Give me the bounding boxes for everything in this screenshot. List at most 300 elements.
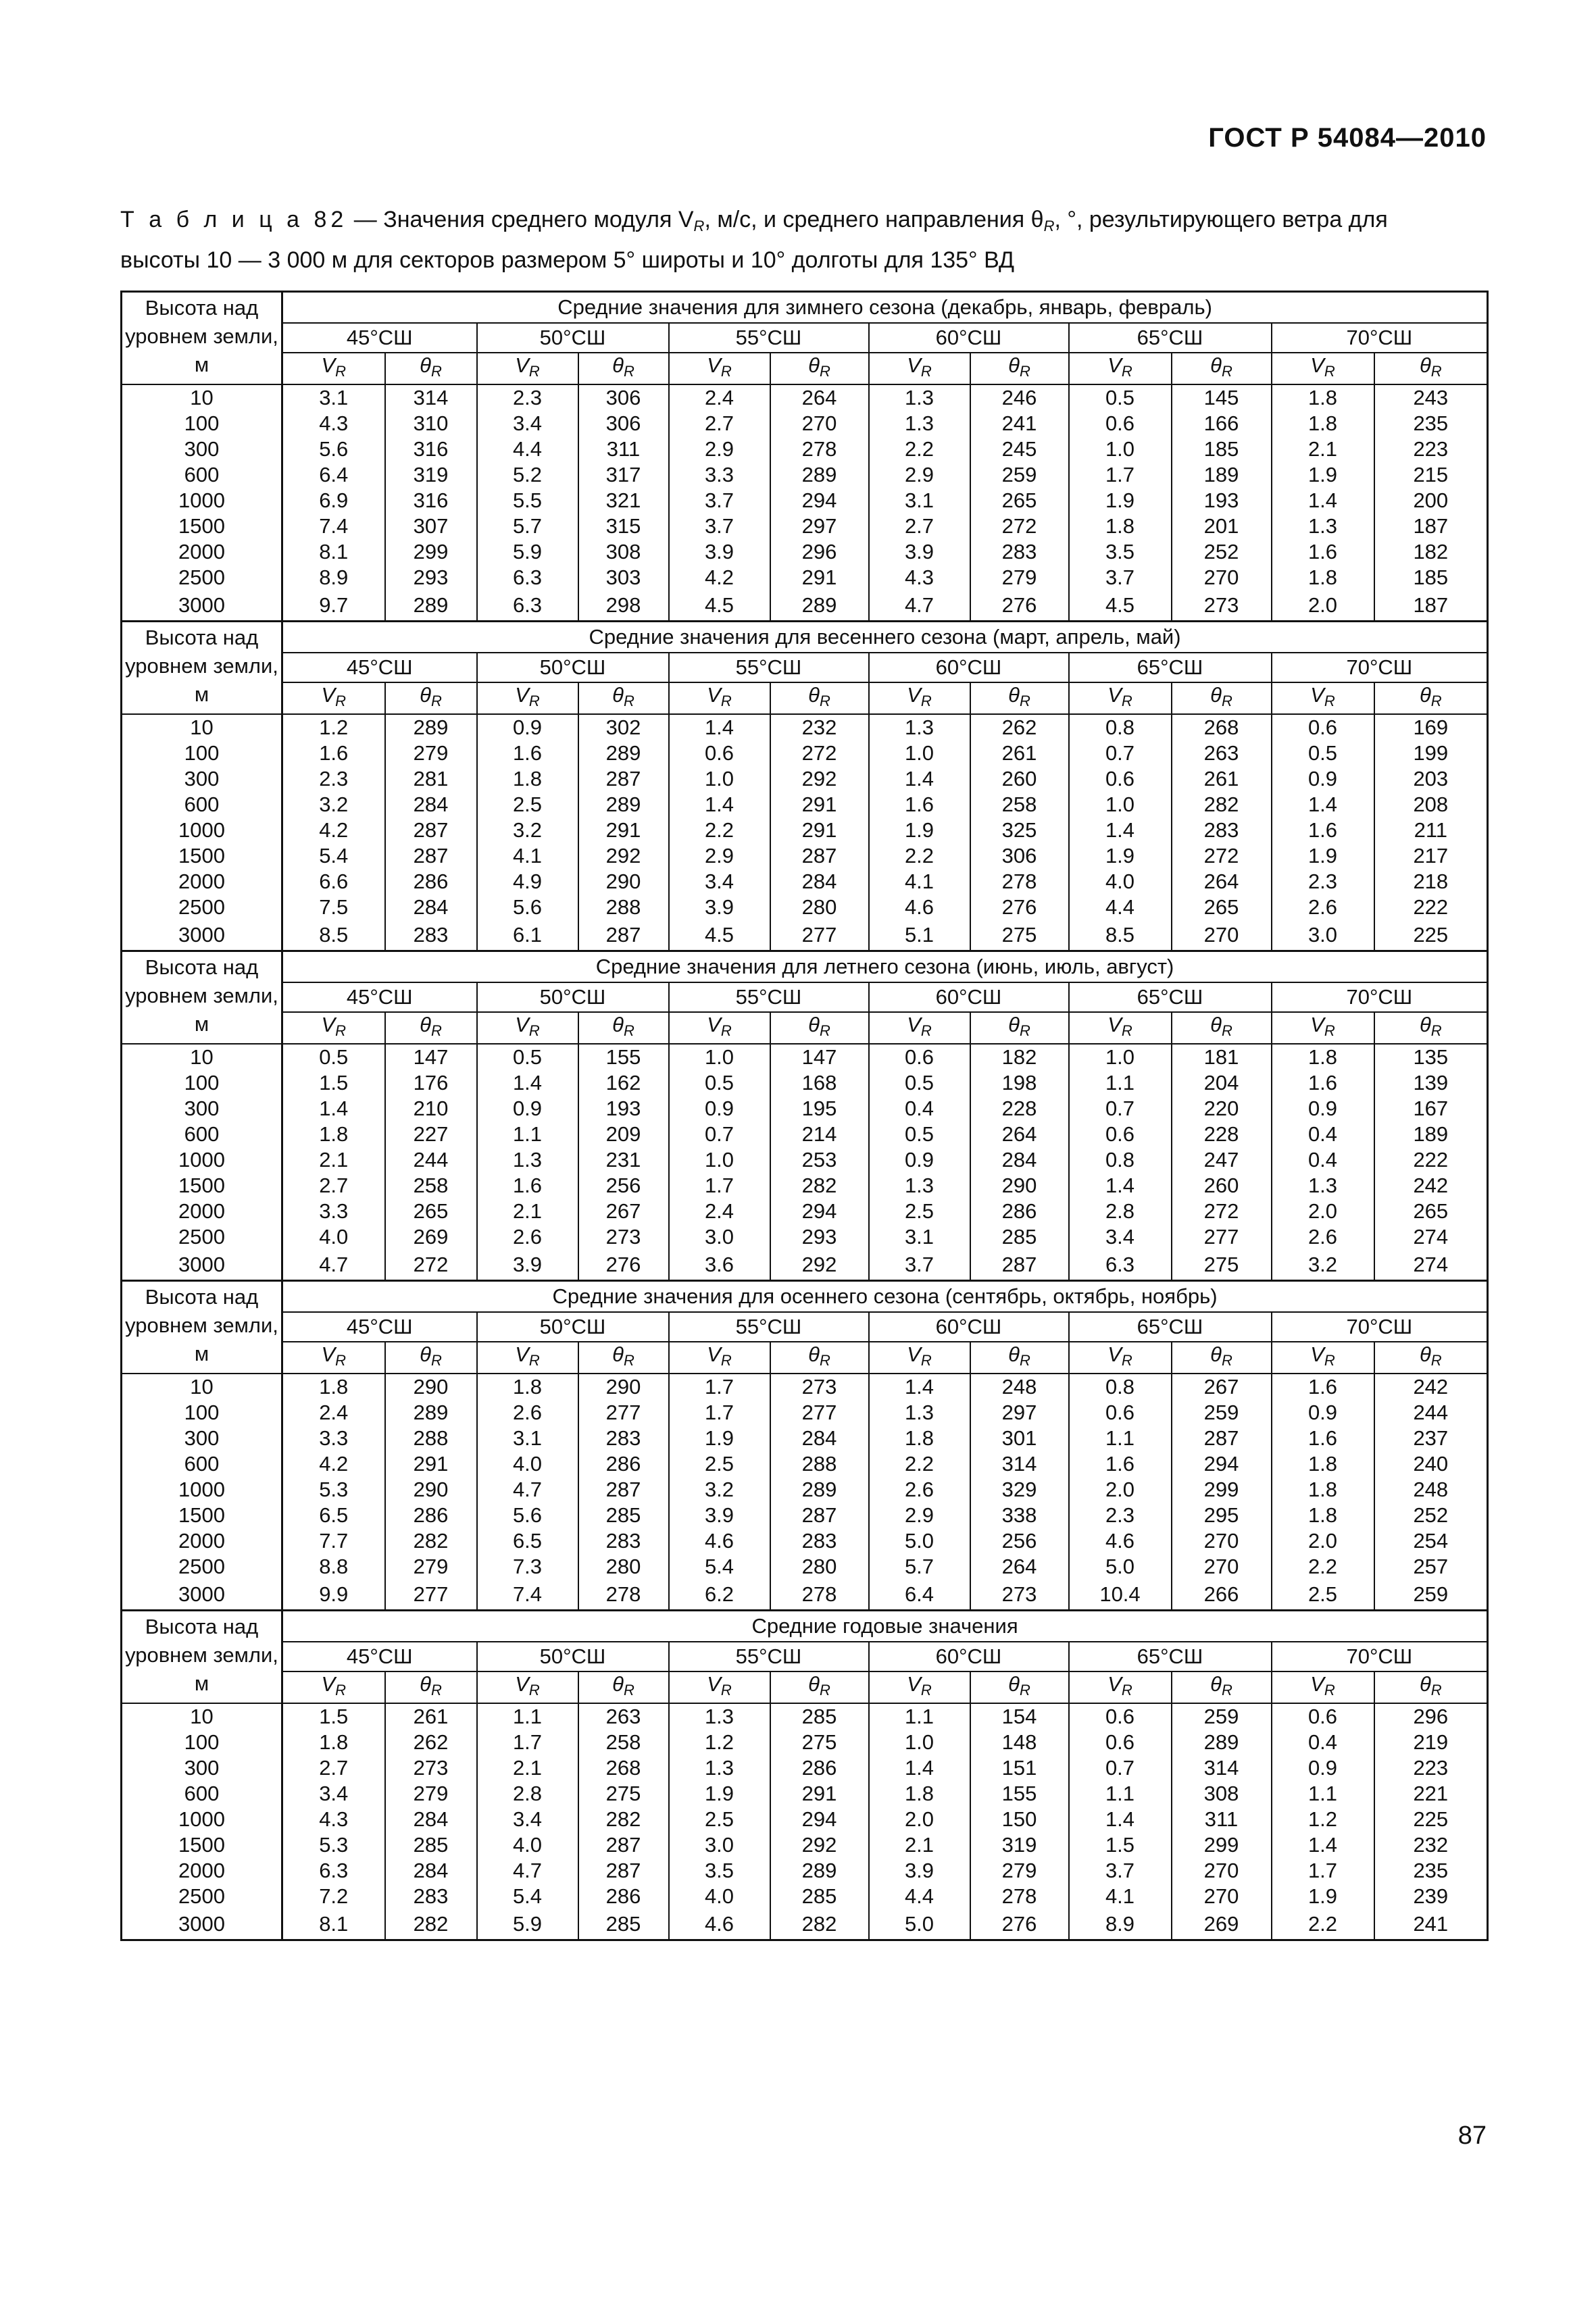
speed-cell: 1.2 [669, 1730, 770, 1755]
speed-cell: 6.3 [477, 590, 578, 622]
speed-cell: 2.4 [669, 384, 770, 411]
var-symbol: θ [1008, 683, 1020, 707]
direction-cell: 311 [1172, 1807, 1272, 1832]
speed-cell: 2.6 [1272, 895, 1374, 920]
season-block [122, 951, 1488, 1281]
direction-cell: 287 [1172, 1426, 1272, 1451]
speed-var-header [477, 682, 578, 714]
speed-cell: 1.9 [1069, 488, 1172, 513]
speed-cell: 1.6 [1272, 818, 1374, 843]
speed-cell: 1.4 [477, 1070, 578, 1096]
direction-cell: 284 [385, 792, 477, 818]
var-symbol: θ [808, 1013, 820, 1036]
direction-cell: 246 [970, 384, 1069, 411]
direction-cell: 267 [1172, 1374, 1272, 1400]
speed-cell: 0.5 [1272, 740, 1374, 766]
speed-cell: 1.0 [1069, 1044, 1172, 1070]
speed-cell: 4.3 [869, 565, 970, 590]
speed-cell: 0.5 [477, 1044, 578, 1070]
speed-cell: 0.6 [1272, 714, 1374, 740]
speed-cell: 1.4 [869, 1374, 970, 1400]
var-symbol: θ [420, 1342, 431, 1366]
speed-cell: 3.9 [669, 1503, 770, 1528]
direction-var-header [385, 353, 477, 384]
direction-cell: 204 [1172, 1070, 1272, 1096]
direction-cell: 284 [970, 1147, 1069, 1173]
var-subscript: R [528, 693, 540, 709]
height-cell: 300 [122, 766, 282, 792]
height-cell: 1000 [122, 1477, 282, 1503]
table-row [122, 1451, 1488, 1477]
page-number: 87 [1457, 2121, 1487, 2150]
speed-cell: 0.7 [1069, 740, 1172, 766]
speed-cell: 2.3 [477, 384, 578, 411]
var-subscript: R [819, 1352, 830, 1369]
direction-cell: 264 [1172, 869, 1272, 895]
direction-cell: 235 [1374, 1858, 1488, 1884]
speed-cell: 3.4 [477, 411, 578, 436]
direction-var-header [385, 1012, 477, 1044]
speed-cell: 1.1 [1069, 1426, 1172, 1451]
speed-cell: 8.9 [282, 565, 385, 590]
var-symbol: V [321, 1013, 336, 1036]
table-row [122, 1730, 1488, 1755]
speed-cell: 3.1 [869, 488, 970, 513]
direction-cell: 151 [970, 1755, 1069, 1781]
speed-cell: 0.5 [869, 1070, 970, 1096]
direction-cell: 278 [770, 436, 869, 462]
speed-cell: 4.3 [282, 411, 385, 436]
var-symbol: θ [1419, 1342, 1431, 1366]
height-cell: 3000 [122, 920, 282, 951]
direction-cell: 185 [1172, 436, 1272, 462]
speed-cell: 4.4 [869, 1884, 970, 1909]
latitude-header: 60°СШ [869, 653, 1069, 682]
table-row [122, 590, 1488, 622]
var-symbol: V [1107, 1013, 1122, 1036]
var-symbol: θ [612, 353, 624, 377]
direction-cell: 286 [770, 1755, 869, 1781]
speed-cell: 2.8 [1069, 1199, 1172, 1224]
direction-cell: 284 [385, 1858, 477, 1884]
var-symbol: θ [808, 683, 820, 707]
speed-var-header [1272, 1012, 1374, 1044]
speed-cell: 1.3 [869, 1400, 970, 1426]
direction-cell: 193 [578, 1096, 669, 1122]
speed-cell: 5.7 [869, 1554, 970, 1580]
speed-cell: 5.6 [477, 1503, 578, 1528]
table-row [122, 714, 1488, 740]
var-symbol: V [907, 1672, 921, 1696]
speed-cell: 2.0 [869, 1807, 970, 1832]
table-row [122, 843, 1488, 869]
speed-var-header [477, 1671, 578, 1703]
speed-cell: 0.9 [869, 1147, 970, 1173]
speed-var-header [477, 353, 578, 384]
speed-cell: 2.4 [282, 1400, 385, 1426]
season-block [122, 622, 1488, 951]
direction-cell: 298 [578, 590, 669, 622]
season-title: Средние значения для весеннего сезона (март, апрель, май) [282, 622, 1488, 653]
speed-cell: 0.9 [1272, 1755, 1374, 1781]
direction-cell: 263 [578, 1703, 669, 1730]
var-symbol: θ [420, 683, 431, 707]
direction-cell: 247 [1172, 1147, 1272, 1173]
speed-cell: 6.9 [282, 488, 385, 513]
speed-var-header [1069, 1012, 1172, 1044]
direction-cell: 276 [970, 895, 1069, 920]
speed-cell: 0.6 [1069, 1703, 1172, 1730]
direction-cell: 262 [385, 1730, 477, 1755]
direction-cell: 278 [770, 1580, 869, 1611]
direction-cell: 280 [578, 1554, 669, 1580]
var-subscript: R [1019, 363, 1030, 380]
direction-cell: 287 [970, 1250, 1069, 1281]
direction-cell: 150 [970, 1807, 1069, 1832]
latitude-header: 50°СШ [477, 653, 669, 682]
var-symbol: V [707, 1342, 721, 1366]
speed-cell: 1.3 [869, 714, 970, 740]
speed-cell: 8.5 [1069, 920, 1172, 951]
speed-cell: 0.6 [1069, 411, 1172, 436]
speed-cell: 1.3 [869, 411, 970, 436]
speed-cell: 4.0 [477, 1451, 578, 1477]
var-symbol: θ [1210, 353, 1222, 377]
direction-cell: 267 [578, 1199, 669, 1224]
speed-cell: 6.3 [1069, 1250, 1172, 1281]
direction-var-header [578, 1671, 669, 1703]
speed-cell: 1.0 [669, 1044, 770, 1070]
speed-cell: 5.4 [669, 1554, 770, 1580]
table-row [122, 1909, 1488, 1940]
speed-cell: 5.9 [477, 1909, 578, 1940]
var-subscript: R [430, 1682, 442, 1699]
speed-cell: 1.4 [282, 1096, 385, 1122]
direction-cell: 241 [970, 411, 1069, 436]
speed-cell: 4.6 [1069, 1528, 1172, 1554]
var-subscript: R [1121, 1352, 1132, 1369]
direction-cell: 285 [770, 1884, 869, 1909]
speed-cell: 4.2 [282, 1451, 385, 1477]
latitude-header: 50°СШ [477, 323, 669, 353]
height-cell: 1500 [122, 1173, 282, 1199]
direction-cell: 280 [770, 895, 869, 920]
direction-cell: 289 [770, 462, 869, 488]
height-cell: 2500 [122, 1224, 282, 1250]
direction-cell: 308 [578, 539, 669, 565]
var-subscript: R [623, 363, 634, 380]
direction-cell: 220 [1172, 1096, 1272, 1122]
speed-cell: 0.8 [1069, 1147, 1172, 1173]
direction-cell: 254 [1374, 1528, 1488, 1554]
direction-cell: 203 [1374, 766, 1488, 792]
direction-cell: 338 [970, 1503, 1069, 1528]
var-symbol: θ [1210, 1342, 1222, 1366]
speed-cell: 5.4 [477, 1884, 578, 1909]
direction-cell: 252 [1374, 1503, 1488, 1528]
speed-cell: 0.5 [669, 1070, 770, 1096]
speed-cell: 1.6 [1272, 539, 1374, 565]
speed-cell: 1.0 [1069, 436, 1172, 462]
var-subscript: R [920, 1022, 932, 1039]
direction-cell: 275 [1172, 1250, 1272, 1281]
speed-cell: 1.4 [869, 1755, 970, 1781]
speed-cell: 1.6 [1272, 1070, 1374, 1096]
direction-cell: 283 [770, 1528, 869, 1554]
speed-cell: 2.2 [1272, 1554, 1374, 1580]
speed-cell: 1.9 [669, 1781, 770, 1807]
direction-cell: 277 [1172, 1224, 1272, 1250]
var-subscript: R [430, 693, 442, 709]
speed-cell: 0.4 [1272, 1147, 1374, 1173]
height-cell: 1500 [122, 1832, 282, 1858]
direction-cell: 277 [770, 1400, 869, 1426]
direction-cell: 284 [770, 869, 869, 895]
direction-cell: 319 [970, 1832, 1069, 1858]
height-cell: 300 [122, 436, 282, 462]
var-symbol: V [1310, 1013, 1324, 1036]
direction-cell: 282 [770, 1173, 869, 1199]
direction-cell: 253 [770, 1147, 869, 1173]
direction-cell: 167 [1374, 1096, 1488, 1122]
direction-var-header [385, 1342, 477, 1374]
height-cell: 600 [122, 792, 282, 818]
latitude-header: 60°СШ [869, 1642, 1069, 1671]
direction-cell: 307 [385, 513, 477, 539]
height-header: Высота над уровнем земли, м [122, 292, 282, 385]
speed-cell: 1.4 [1272, 792, 1374, 818]
direction-cell: 284 [770, 1426, 869, 1451]
direction-cell: 283 [578, 1528, 669, 1554]
speed-cell: 0.9 [669, 1096, 770, 1122]
direction-cell: 274 [1374, 1224, 1488, 1250]
speed-cell: 3.4 [282, 1781, 385, 1807]
var-subscript: R [1121, 1022, 1132, 1039]
height-cell: 100 [122, 411, 282, 436]
speed-cell: 3.9 [869, 539, 970, 565]
direction-cell: 289 [385, 1400, 477, 1426]
latitude-header: 70°СШ [1272, 653, 1488, 682]
speed-cell: 4.1 [1069, 1884, 1172, 1909]
speed-cell: 2.1 [477, 1199, 578, 1224]
speed-cell: 4.6 [869, 895, 970, 920]
height-cell: 2000 [122, 1528, 282, 1554]
direction-cell: 162 [578, 1070, 669, 1096]
speed-cell: 2.9 [669, 436, 770, 462]
speed-cell: 5.4 [282, 843, 385, 869]
direction-cell: 285 [385, 1832, 477, 1858]
height-cell: 2000 [122, 869, 282, 895]
speed-cell: 2.1 [1272, 436, 1374, 462]
speed-cell: 0.7 [1069, 1096, 1172, 1122]
direction-var-header [1172, 353, 1272, 384]
direction-cell: 181 [1172, 1044, 1272, 1070]
speed-cell: 6.6 [282, 869, 385, 895]
direction-cell: 292 [578, 843, 669, 869]
direction-cell: 286 [578, 1451, 669, 1477]
var-subscript: R [1430, 693, 1442, 709]
direction-cell: 293 [385, 565, 477, 590]
direction-cell: 281 [385, 766, 477, 792]
var-symbol: V [1107, 1342, 1122, 1366]
height-cell: 10 [122, 1374, 282, 1400]
latitude-header: 55°СШ [669, 982, 869, 1012]
speed-cell: 2.6 [869, 1477, 970, 1503]
height-cell: 100 [122, 1400, 282, 1426]
table-row [122, 869, 1488, 895]
latitude-header: 55°СШ [669, 1312, 869, 1342]
speed-cell: 1.9 [869, 818, 970, 843]
speed-cell: 1.9 [1272, 462, 1374, 488]
season-title: Средние значения для осеннего сезона (сентябрь, октябрь, ноябрь) [282, 1281, 1488, 1313]
speed-cell: 2.8 [477, 1781, 578, 1807]
direction-cell: 219 [1374, 1730, 1488, 1755]
direction-cell: 289 [385, 714, 477, 740]
direction-cell: 291 [770, 1781, 869, 1807]
direction-var-header [770, 1012, 869, 1044]
direction-cell: 263 [1172, 740, 1272, 766]
speed-cell: 1.6 [1272, 1426, 1374, 1451]
speed-cell: 3.0 [669, 1832, 770, 1858]
speed-cell: 1.1 [477, 1703, 578, 1730]
speed-cell: 1.5 [282, 1070, 385, 1096]
table-row [122, 513, 1488, 539]
direction-cell: 273 [578, 1224, 669, 1250]
speed-cell: 2.9 [869, 1503, 970, 1528]
speed-cell: 2.0 [1272, 590, 1374, 622]
var-subscript: R [720, 1022, 732, 1039]
speed-cell: 3.4 [669, 869, 770, 895]
var-subscript: R [430, 1352, 442, 1369]
height-cell: 1000 [122, 818, 282, 843]
table-row [122, 1147, 1488, 1173]
var-symbol: V [515, 1013, 529, 1036]
direction-cell: 261 [1172, 766, 1272, 792]
speed-cell: 4.3 [282, 1807, 385, 1832]
height-cell: 1500 [122, 843, 282, 869]
direction-var-header [578, 1012, 669, 1044]
direction-var-header [1374, 682, 1488, 714]
direction-cell: 189 [1172, 462, 1272, 488]
speed-var-header [869, 353, 970, 384]
speed-var-header [669, 1671, 770, 1703]
speed-cell: 5.6 [282, 436, 385, 462]
direction-cell: 282 [385, 1528, 477, 1554]
speed-cell: 0.8 [1069, 714, 1172, 740]
direction-cell: 287 [385, 843, 477, 869]
direction-cell: 321 [578, 488, 669, 513]
latitude-header: 50°СШ [477, 1312, 669, 1342]
speed-var-header [1272, 682, 1374, 714]
direction-cell: 278 [970, 869, 1069, 895]
direction-cell: 270 [1172, 1858, 1272, 1884]
height-cell: 3000 [122, 1250, 282, 1281]
latitude-header: 55°СШ [669, 1642, 869, 1671]
direction-cell: 291 [578, 818, 669, 843]
speed-cell: 2.1 [869, 1832, 970, 1858]
caption-text-2: высоты 10 — 3 000 м для секторов размером 5° широты и 10° долготы для 135° ВД [120, 247, 1015, 273]
var-symbol: V [707, 1672, 721, 1696]
direction-cell: 286 [385, 869, 477, 895]
speed-var-header [1069, 682, 1172, 714]
var-symbol: V [907, 683, 921, 707]
direction-cell: 258 [385, 1173, 477, 1199]
speed-cell: 1.8 [282, 1730, 385, 1755]
wind-data-table [120, 291, 1489, 1941]
speed-var-header [477, 1342, 578, 1374]
direction-cell: 295 [1172, 1503, 1272, 1528]
direction-cell: 289 [770, 590, 869, 622]
direction-cell: 208 [1374, 792, 1488, 818]
speed-cell: 6.5 [477, 1528, 578, 1554]
latitude-header: 65°СШ [1069, 1312, 1272, 1342]
var-symbol: V [321, 683, 336, 707]
speed-cell: 0.5 [1069, 384, 1172, 411]
var-symbol: V [707, 683, 721, 707]
direction-cell: 279 [970, 1858, 1069, 1884]
direction-var-header [1172, 1012, 1272, 1044]
speed-cell: 7.3 [477, 1554, 578, 1580]
var-subscript: R [528, 1022, 540, 1039]
var-subscript: R [720, 1682, 732, 1699]
direction-cell: 166 [1172, 411, 1272, 436]
var-symbol: θ [612, 1342, 624, 1366]
latitude-header: 70°СШ [1272, 1642, 1488, 1671]
speed-cell: 2.2 [669, 818, 770, 843]
direction-cell: 256 [970, 1528, 1069, 1554]
direction-cell: 259 [970, 462, 1069, 488]
var-subscript: R [1430, 363, 1442, 380]
speed-cell: 1.8 [1272, 384, 1374, 411]
speed-cell: 3.2 [669, 1477, 770, 1503]
speed-cell: 1.8 [1272, 1503, 1374, 1528]
height-cell: 10 [122, 1044, 282, 1070]
direction-cell: 282 [385, 1909, 477, 1940]
height-cell: 1500 [122, 1503, 282, 1528]
speed-cell: 4.0 [477, 1832, 578, 1858]
direction-cell: 260 [1172, 1173, 1272, 1199]
speed-cell: 8.9 [1069, 1909, 1172, 1940]
speed-cell: 4.6 [669, 1528, 770, 1554]
direction-cell: 283 [578, 1426, 669, 1451]
speed-cell: 8.5 [282, 920, 385, 951]
direction-var-header [770, 1342, 869, 1374]
direction-cell: 264 [970, 1122, 1069, 1147]
speed-cell: 2.3 [1069, 1503, 1172, 1528]
direction-var-header [1374, 353, 1488, 384]
caption-text-1: — Значения среднего модуля V [347, 207, 694, 232]
direction-cell: 311 [578, 436, 669, 462]
caption-text-mid: , м/с, и среднего направления θ [704, 207, 1044, 232]
direction-cell: 316 [385, 436, 477, 462]
direction-cell: 293 [770, 1224, 869, 1250]
speed-cell: 1.4 [669, 714, 770, 740]
speed-cell: 1.9 [1069, 843, 1172, 869]
speed-cell: 1.8 [1069, 513, 1172, 539]
direction-cell: 155 [970, 1781, 1069, 1807]
direction-var-header [1172, 682, 1272, 714]
table-caption [120, 203, 1485, 277]
var-symbol: θ [420, 1013, 431, 1036]
direction-var-header [770, 353, 869, 384]
var-subscript: R [335, 363, 347, 380]
height-cell: 10 [122, 1703, 282, 1730]
direction-cell: 259 [1374, 1580, 1488, 1611]
table-row [122, 384, 1488, 411]
speed-cell: 1.0 [1069, 792, 1172, 818]
speed-cell: 3.1 [282, 384, 385, 411]
speed-cell: 6.1 [477, 920, 578, 951]
